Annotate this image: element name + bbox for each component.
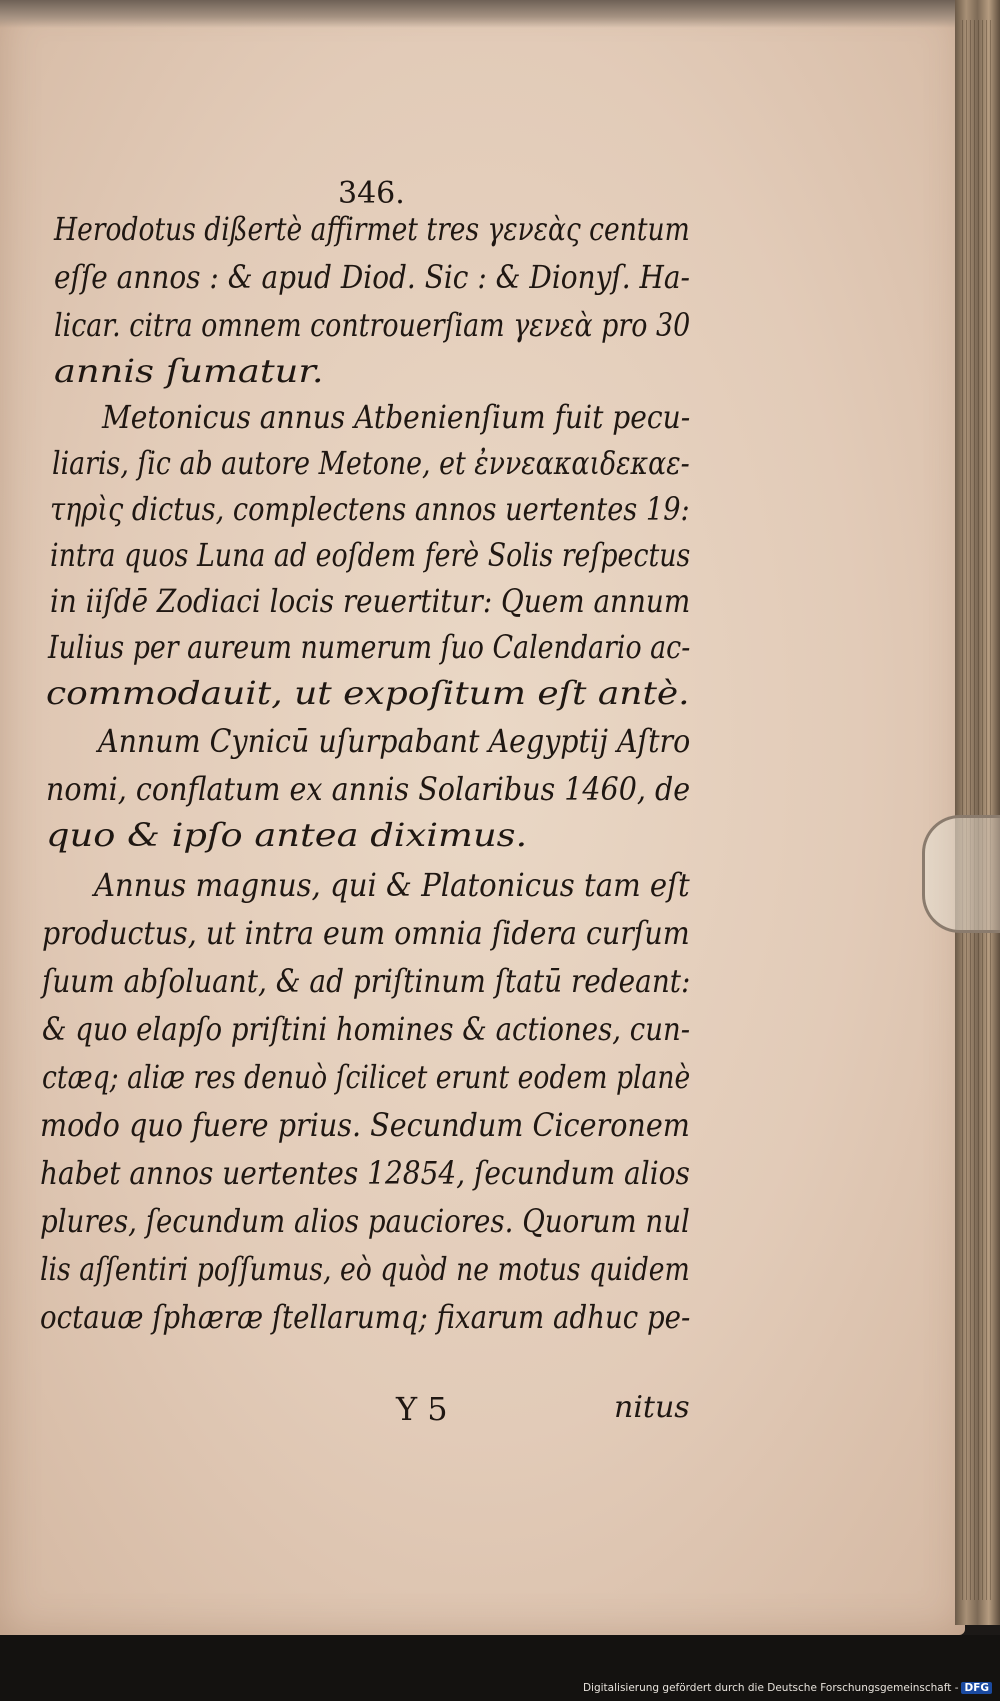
text-line: plures, ſecundum alios pauciores. Quorum nul xyxy=(40,1202,690,1240)
text-line: lis aſſentiri poſſumus, eò quòd ne motus quidem xyxy=(40,1250,690,1288)
text-line: ctæq; aliæ res denuò ſcilicet erunt eodem planè xyxy=(42,1058,691,1096)
text-line: Metonicus annus Atbenienſium fuit pecu- xyxy=(102,398,691,436)
text-line: eſſe annos : & apud Diod. Sic : & Dionyſ. Ha- xyxy=(54,258,690,296)
text-line: commodauit, ut expoſitum eſt antè. xyxy=(46,674,690,712)
text-line: intra quos Luna ad eoſdem ferè Solis reſpectus xyxy=(50,536,691,574)
text-line: τηρὶς dictus, complectens annos uertentes 19: xyxy=(50,490,690,528)
page-number: 346. xyxy=(338,176,405,211)
text-line: habet annos uertentes 12854, ſecundum alios xyxy=(40,1154,690,1192)
text-line: quo & ipſo antea diximus. xyxy=(46,816,528,854)
text-line: Iulius per aureum numerum ſuo Calendario ac- xyxy=(48,628,691,666)
text-line: licar. citra omnem controuerſiam γενεὰ pro 30 xyxy=(54,306,691,344)
dfg-logo: DFG xyxy=(961,1682,992,1694)
text-line: Annus magnus, qui & Platonicus tam eſt xyxy=(94,866,690,904)
text-line: in iiſdē Zodiaci locis reuertitur: Quem annum xyxy=(50,582,691,620)
text-line: ſuum abſoluant, & ad priſtinum ſtatū redeant: xyxy=(42,962,691,1000)
page-top-edge xyxy=(0,0,965,28)
text-line: Herodotus dißertè affirmet tres γενεὰς centum xyxy=(54,210,690,248)
paper-clip xyxy=(922,815,1000,933)
catchword: nitus xyxy=(614,1390,690,1425)
text-line: modo quo fuere prius. Secundum Ciceronem xyxy=(40,1106,690,1144)
text-line: octauæ ſphæræ ſtellarumq; fixarum adhuc pe- xyxy=(40,1298,691,1336)
page-edges xyxy=(962,20,992,1600)
text-line: annis ſumatur. xyxy=(54,352,324,390)
signature-mark: Y 5 xyxy=(396,1390,448,1428)
text-line: liaris, ſic ab autore Metone, et ἐννεακαιδεκαε- xyxy=(52,444,690,482)
text-line: productus, ut intra eum omnia ſidera curſum xyxy=(42,914,690,952)
digitization-credit xyxy=(583,1682,992,1694)
credit-text: Digitalisierung gefördert durch die Deutsche Forschungsgemeinschaft - xyxy=(582,1682,959,1694)
text-line: Annum Cynicū uſurpabant Aegyptij Aſtro xyxy=(98,722,691,760)
text-line: & quo elapſo priſtini homines & actiones, cun- xyxy=(42,1010,691,1048)
text-line: nomi, conflatum ex annis Solaribus 1460, de xyxy=(46,770,691,808)
